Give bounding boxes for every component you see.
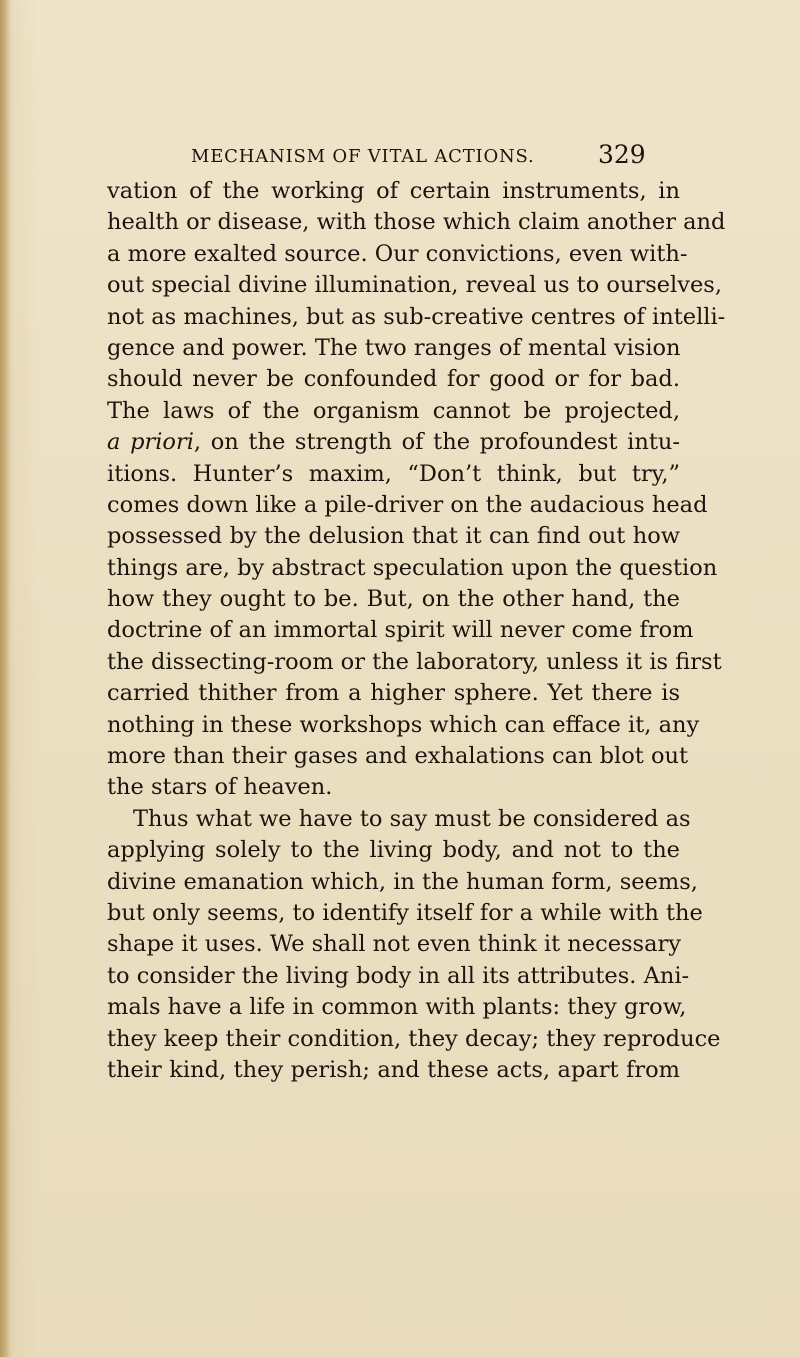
text-line: more than their gases and exhalations can blot out bbox=[107, 743, 689, 770]
page-gutter-shadow bbox=[0, 0, 10, 1357]
running-head-title: MECHANISM OF VITAL ACTIONS. bbox=[191, 146, 535, 167]
text-line: Thus what we have to say must be considered as bbox=[133, 805, 691, 832]
text-line: things are, by abstract speculation upon the question bbox=[107, 554, 718, 581]
text-line: carried thither from a higher sphere. Yet there is bbox=[107, 680, 680, 707]
text-line: to consider the living body in all its attributes. Ani- bbox=[107, 962, 690, 989]
text-line: The laws of the organism cannot be projected, bbox=[107, 397, 680, 424]
text-line: health or disease, with those which claim another and bbox=[107, 209, 726, 236]
text-line: divine emanation which, in the human form, seems, bbox=[107, 868, 698, 895]
text-line: applying solely to the living body, and not to the bbox=[107, 837, 680, 864]
text-line: mals have a life in common with plants: they grow, bbox=[107, 994, 687, 1021]
text-line: out special divine illumination, reveal us to ourselves, bbox=[107, 272, 722, 299]
text-line: the stars of heaven. bbox=[107, 774, 333, 801]
text-line-rest: , on the strength of the profoundest intu- bbox=[193, 429, 680, 456]
page-number: 329 bbox=[598, 140, 646, 169]
italic-phrase: a priori bbox=[107, 429, 194, 456]
text-line: the dissecting-room or the laboratory, unless it is first bbox=[107, 648, 722, 675]
body-text bbox=[107, 176, 726, 1086]
text-line: nothing in these workshops which can efface it, any bbox=[107, 711, 700, 738]
text-line: should never be confounded for good or for bad. bbox=[107, 366, 680, 393]
text-line: their kind, they perish; and these acts, apart from bbox=[107, 1056, 680, 1083]
text-line: possessed by the delusion that it can find out how bbox=[107, 523, 680, 550]
text-line: but only seems, to identify itself for a while with the bbox=[107, 899, 703, 926]
text-line: doctrine of an immortal spirit will never come from bbox=[107, 617, 694, 644]
text-line: itions. Hunter’s maxim, “Don’t think, but try,” bbox=[107, 460, 680, 487]
text-line: a more exalted source. Our convictions, even with- bbox=[107, 240, 688, 267]
text-line: not as machines, but as sub-creative centres of intelli- bbox=[107, 303, 726, 330]
running-head bbox=[0, 140, 800, 174]
text-line bbox=[107, 427, 680, 458]
text-line: how they ought to be. But, on the other hand, the bbox=[107, 586, 680, 613]
text-line: shape it uses. We shall not even think it necessary bbox=[107, 931, 681, 958]
text-line: gence and power. The two ranges of mental vision bbox=[107, 334, 681, 361]
text-line: they keep their condition, they decay; they reproduce bbox=[107, 1025, 721, 1052]
text-line: comes down like a pile-driver on the audacious head bbox=[107, 491, 708, 518]
text-line: vation of the working of certain instruments, in bbox=[107, 178, 680, 204]
